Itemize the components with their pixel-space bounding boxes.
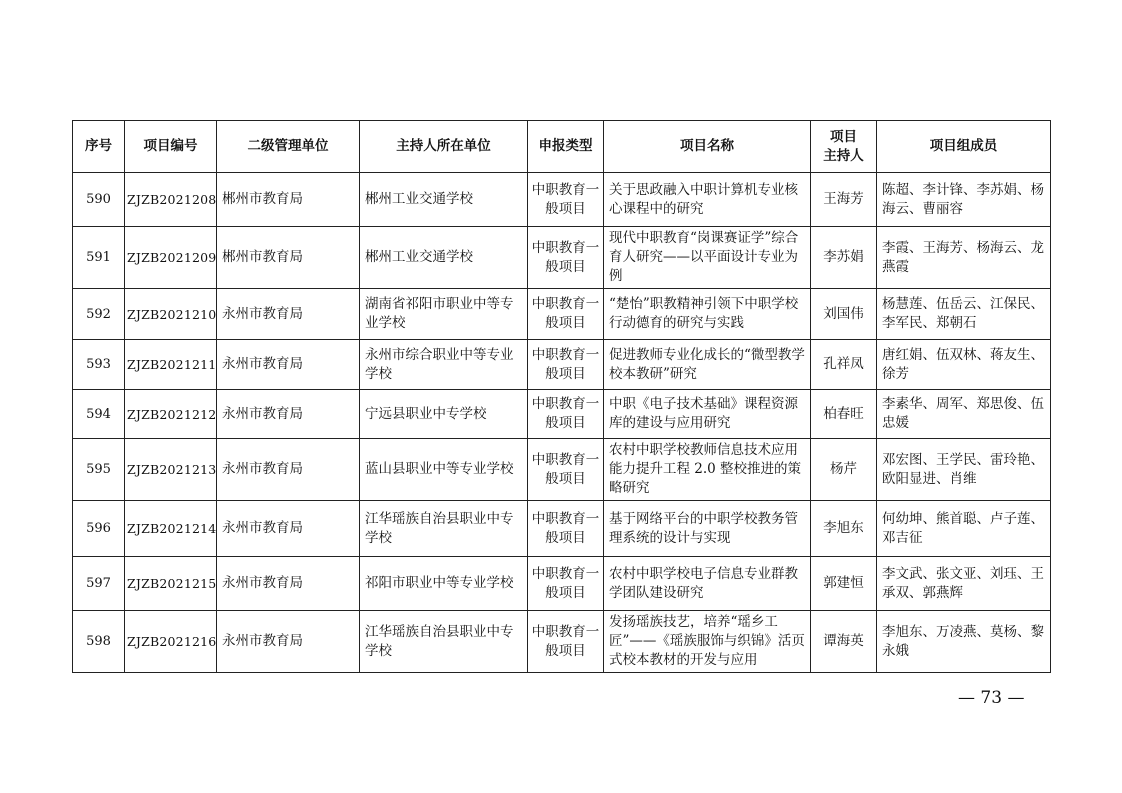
header-code: 项目编号 bbox=[125, 121, 217, 173]
table-body bbox=[73, 173, 1051, 673]
table-row bbox=[73, 501, 1051, 557]
cell-admin-unit: 永州市教育局 bbox=[217, 439, 360, 501]
cell-host: 李旭东 bbox=[811, 501, 877, 557]
cell-code: ZJZB2021208 bbox=[125, 173, 217, 227]
cell-type: 中职教育一般项目 bbox=[528, 439, 604, 501]
cell-name: 现代中职教育“岗课赛证学”综合育人研究——以平面设计专业为例 bbox=[604, 227, 811, 289]
cell-admin-unit: 郴州市教育局 bbox=[217, 227, 360, 289]
cell-host-unit: 郴州工业交通学校 bbox=[360, 173, 528, 227]
cell-members: 唐红娟、伍双林、蒋友生、徐芳 bbox=[877, 340, 1051, 390]
cell-members: 邓宏图、王学民、雷玲艳、欧阳显进、肖维 bbox=[877, 439, 1051, 501]
cell-type: 中职教育一般项目 bbox=[528, 227, 604, 289]
table-row bbox=[73, 557, 1051, 611]
cell-type: 中职教育一般项目 bbox=[528, 390, 604, 439]
cell-seq: 590 bbox=[73, 173, 125, 227]
cell-host: 谭海英 bbox=[811, 611, 877, 673]
cell-host: 郭建恒 bbox=[811, 557, 877, 611]
cell-name: 农村中职学校教师信息技术应用能力提升工程 2.0 整校推进的策略研究 bbox=[604, 439, 811, 501]
cell-admin-unit: 永州市教育局 bbox=[217, 390, 360, 439]
cell-admin-unit: 永州市教育局 bbox=[217, 289, 360, 340]
cell-members: 杨慧莲、伍岳云、江保民、李军民、郑朝石 bbox=[877, 289, 1051, 340]
cell-members: 李旭东、万凌燕、莫杨、黎永娥 bbox=[877, 611, 1051, 673]
cell-members: 李霞、王海芳、杨海云、龙燕霞 bbox=[877, 227, 1051, 289]
cell-host: 刘国伟 bbox=[811, 289, 877, 340]
cell-code: ZJZB2021213 bbox=[125, 439, 217, 501]
cell-name: “楚怡”职教精神引领下中职学校行动德育的研究与实践 bbox=[604, 289, 811, 340]
cell-admin-unit: 永州市教育局 bbox=[217, 501, 360, 557]
cell-host-unit: 蓝山县职业中等专业学校 bbox=[360, 439, 528, 501]
cell-host-unit: 郴州工业交通学校 bbox=[360, 227, 528, 289]
table-row bbox=[73, 611, 1051, 673]
cell-name: 中职《电子技术基础》课程资源库的建设与应用研究 bbox=[604, 390, 811, 439]
cell-name: 促进教师专业化成长的“微型教学校本教研”研究 bbox=[604, 340, 811, 390]
cell-admin-unit: 永州市教育局 bbox=[217, 340, 360, 390]
cell-code: ZJZB2021215 bbox=[125, 557, 217, 611]
header-host-line2: 主持人 bbox=[823, 147, 864, 164]
cell-name: 发扬瑶族技艺，培养“瑶乡工匠”——《瑶族服饰与织锦》活页式校本教材的开发与应用 bbox=[604, 611, 811, 673]
header-host bbox=[811, 121, 877, 173]
table-header-row bbox=[73, 121, 1051, 173]
cell-host: 杨芹 bbox=[811, 439, 877, 501]
cell-admin-unit: 永州市教育局 bbox=[217, 557, 360, 611]
cell-name: 农村中职学校电子信息专业群教学团队建设研究 bbox=[604, 557, 811, 611]
table-row bbox=[73, 173, 1051, 227]
cell-host: 孔祥凤 bbox=[811, 340, 877, 390]
cell-host-unit: 永州市综合职业中等专业学校 bbox=[360, 340, 528, 390]
cell-host-unit: 江华瑶族自治县职业中专学校 bbox=[360, 501, 528, 557]
table-row bbox=[73, 340, 1051, 390]
page-number: — 73 — bbox=[958, 688, 1025, 708]
cell-host-unit: 宁远县职业中专学校 bbox=[360, 390, 528, 439]
table-row bbox=[73, 227, 1051, 289]
header-host-line1: 项目 bbox=[830, 128, 857, 145]
cell-admin-unit: 郴州市教育局 bbox=[217, 173, 360, 227]
cell-seq: 596 bbox=[73, 501, 125, 557]
cell-members: 李素华、周军、郑思俊、伍忠媛 bbox=[877, 390, 1051, 439]
cell-seq: 593 bbox=[73, 340, 125, 390]
cell-host: 王海芳 bbox=[811, 173, 877, 227]
cell-host: 柏春旺 bbox=[811, 390, 877, 439]
header-type: 申报类型 bbox=[528, 121, 604, 173]
cell-admin-unit: 永州市教育局 bbox=[217, 611, 360, 673]
cell-members: 何幼坤、熊首聪、卢子莲、邓吉征 bbox=[877, 501, 1051, 557]
cell-code: ZJZB2021214 bbox=[125, 501, 217, 557]
cell-seq: 591 bbox=[73, 227, 125, 289]
project-table bbox=[72, 120, 1051, 673]
table-row bbox=[73, 289, 1051, 340]
table-row bbox=[73, 390, 1051, 439]
cell-name: 关于思政融入中职计算机专业核心课程中的研究 bbox=[604, 173, 811, 227]
cell-type: 中职教育一般项目 bbox=[528, 289, 604, 340]
cell-name: 基于网络平台的中职学校教务管理系统的设计与实现 bbox=[604, 501, 811, 557]
cell-host-unit: 江华瑶族自治县职业中专学校 bbox=[360, 611, 528, 673]
cell-seq: 594 bbox=[73, 390, 125, 439]
cell-seq: 595 bbox=[73, 439, 125, 501]
header-members: 项目组成员 bbox=[877, 121, 1051, 173]
cell-seq: 598 bbox=[73, 611, 125, 673]
table-row bbox=[73, 439, 1051, 501]
cell-host: 李苏娟 bbox=[811, 227, 877, 289]
cell-type: 中职教育一般项目 bbox=[528, 340, 604, 390]
cell-host-unit: 湖南省祁阳市职业中等专业学校 bbox=[360, 289, 528, 340]
cell-members: 李文武、张文亚、刘珏、王承双、郭燕辉 bbox=[877, 557, 1051, 611]
cell-code: ZJZB2021210 bbox=[125, 289, 217, 340]
header-name: 项目名称 bbox=[604, 121, 811, 173]
cell-type: 中职教育一般项目 bbox=[528, 611, 604, 673]
cell-code: ZJZB2021216 bbox=[125, 611, 217, 673]
cell-seq: 597 bbox=[73, 557, 125, 611]
header-host-unit: 主持人所在单位 bbox=[360, 121, 528, 173]
header-admin-unit: 二级管理单位 bbox=[217, 121, 360, 173]
cell-type: 中职教育一般项目 bbox=[528, 501, 604, 557]
cell-seq: 592 bbox=[73, 289, 125, 340]
cell-type: 中职教育一般项目 bbox=[528, 557, 604, 611]
header-seq: 序号 bbox=[73, 121, 125, 173]
cell-code: ZJZB2021209 bbox=[125, 227, 217, 289]
cell-code: ZJZB2021212 bbox=[125, 390, 217, 439]
cell-code: ZJZB2021211 bbox=[125, 340, 217, 390]
cell-type: 中职教育一般项目 bbox=[528, 173, 604, 227]
cell-members: 陈超、李计锋、李苏娟、杨海云、曹丽容 bbox=[877, 173, 1051, 227]
cell-host-unit: 祁阳市职业中等专业学校 bbox=[360, 557, 528, 611]
